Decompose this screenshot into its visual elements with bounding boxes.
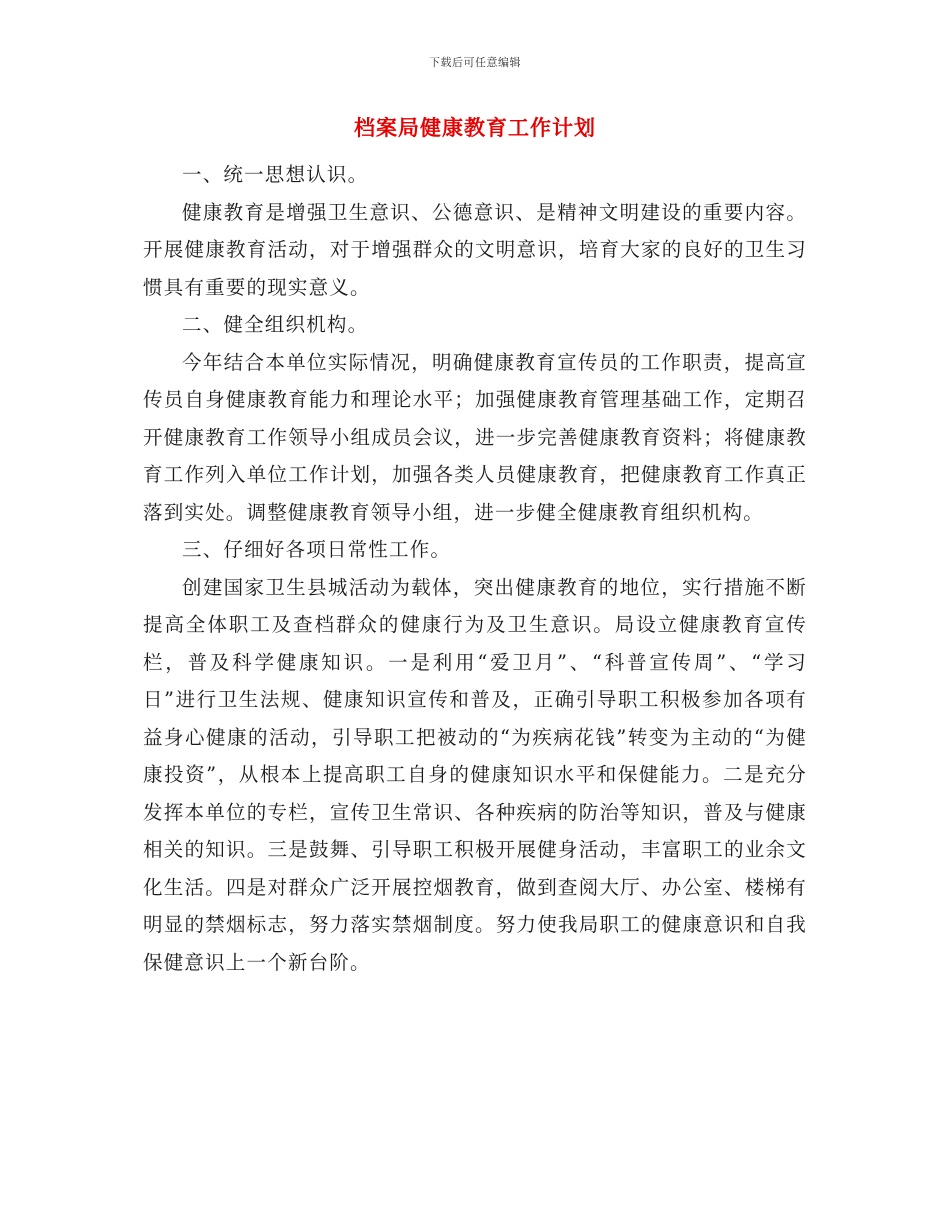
section-heading-3: 三、仔细好各项日常性工作。 bbox=[182, 538, 452, 561]
document-title: 档案局健康教育工作计划 bbox=[354, 115, 596, 140]
document-body bbox=[143, 156, 807, 981]
section-heading-1: 一、统一思想认识。 bbox=[182, 163, 369, 186]
section-heading-2: 二、健全组织机构。 bbox=[182, 313, 369, 336]
paragraph-1: 健康教育是增强卫生意识、公德意识、是精神文明建设的重要内容。开展健康教育活动，对于增强群众的文明意识，培育大家的良好的卫生习惯具有重要的现实意义。 bbox=[143, 200, 807, 299]
header-note: 下载后可任意编辑 bbox=[429, 56, 521, 69]
paragraph-2: 今年结合本单位实际情况，明确健康教育宣传员的工作职责，提高宣传员自身健康教育能力和理论水平；加强健康教育管理基础工作，定期召开健康教育工作领导小组成员会议，进一步完善健康教育资料；将健康教育工作列入单位工作计划，加强各类人员健康教育，把健康教育工作真正落到实处。调整健康教育领导小组，进一步健全健康教育组织机构。 bbox=[143, 350, 807, 524]
paragraph-3: 创建国家卫生县城活动为载体，突出健康教育的地位，实行措施不断提高全体职工及查档群众的健康行为及卫生意识。局设立健康教育宣传栏，普及科学健康知识。一是利用“爱卫月”、“科普宣传周”、“学习日”进行卫生法规、健康知识宣传和普及，正确引导职工积极参加各项有益身心健康的活动，引导职工把被动的“为疾病花钱”转变为主动的“为健康投资”，从根本上提高职工自身的健康知识水平和保健能力。二是充分发挥本单位的专栏，宣传卫生常识、各种疾病的防治等知识，普及与健康相关的知识。三是鼓舞、引导职工积极开展健身活动，丰富职工的业余文化生活。四是对群众广泛开展控烟教育，做到查阅大厅、办公室、楼梯有明显的禁烟标志，努力落实禁烟制度。努力使我局职工的健康意识和自我保健意识上一个新台阶。 bbox=[143, 575, 807, 974]
